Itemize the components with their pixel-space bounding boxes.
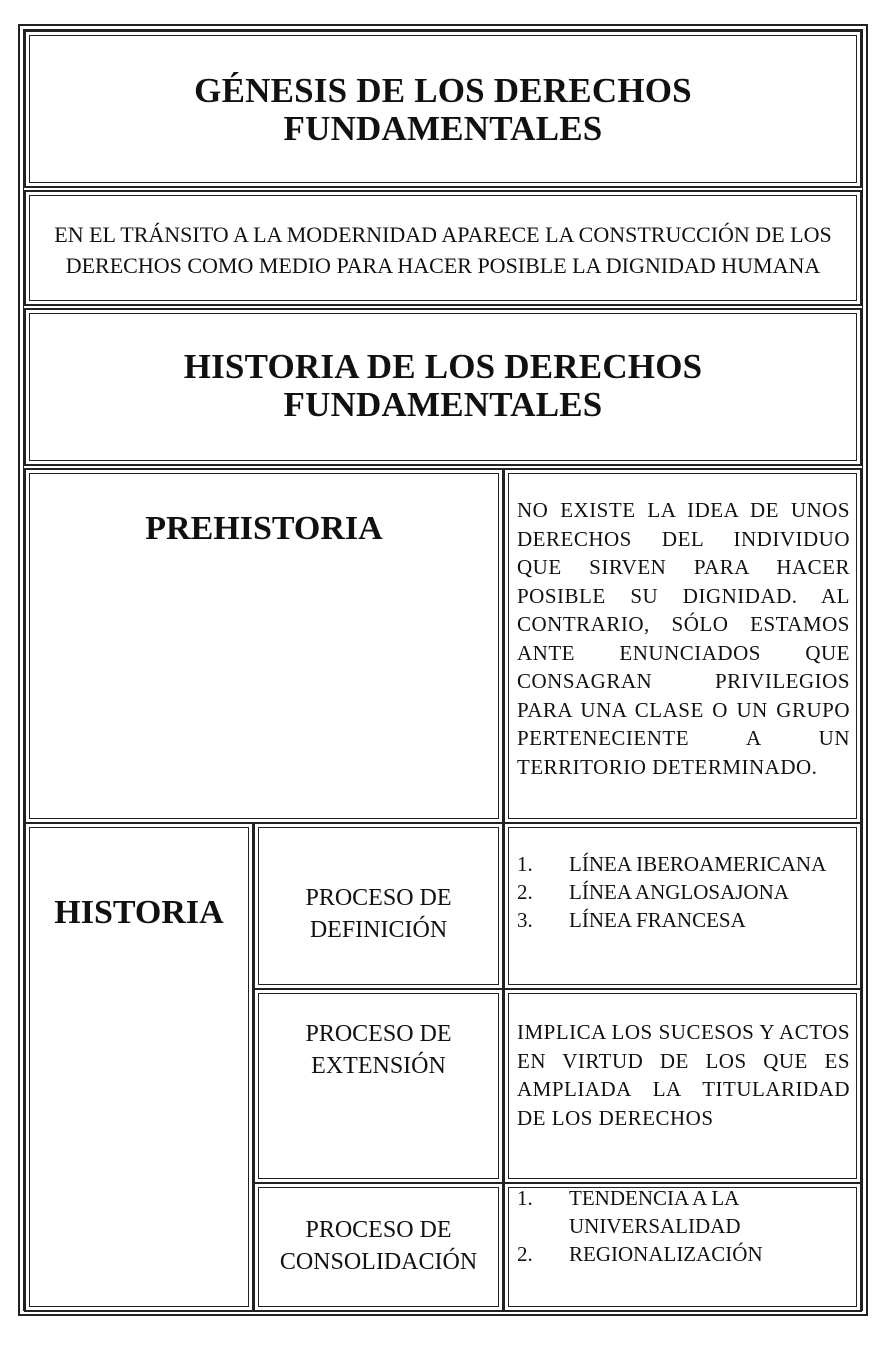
definition-list [517,850,856,934]
main-title: GÉNESIS DE LOS DERECHOS FUNDAMENTALES [194,71,692,148]
list-item [517,906,856,934]
history-heading-box [24,822,254,1312]
list-item [517,878,856,906]
prehistory-heading-box [24,468,504,824]
definition-label-line-2: DEFINICIÓN [309,917,448,943]
main-title-box [24,30,862,188]
extension-label-line-1: PROCESO DE [305,1021,452,1047]
list-number: 1. [517,852,533,876]
list-text: LÍNEA ANGLOSAJONA [569,880,789,904]
list-item [517,850,856,878]
extension-process-box [253,988,504,1184]
extension-label-line-2: EXTENSIÓN [311,1053,446,1079]
intro-text: EN EL TRÁNSITO A LA MODERNIDAD APARECE LA CONSTRUCCIÓN DE LOS DERECHOS COMO MEDIO PARA HACER POSIBLE LA DIGNIDAD HUMANA [54,222,832,278]
history-title-box [24,308,862,466]
list-item [517,1240,800,1268]
list-item [517,1184,800,1240]
list-text: LÍNEA FRANCESA [569,908,746,932]
list-text: LÍNEA IBEROAMERICANA [569,852,827,876]
prehistory-text: NO EXISTE LA IDEA DE UNOS DERECHOS DEL INDIVIDUO QUE SIRVEN PARA HACER POSIBLE SU DIGNIDAD. AL CONTRARIO, SÓLO ESTAMOS ANTE ENUNCIADOS QUE CONSAGRAN PRIVILEGIOS PARA UNA CLASE O UN GRUPO PERTENECIENTE A UN TERRITORIO DETERMINADO. [517,498,850,779]
consolidation-label-line-1: PROCESO DE [305,1217,452,1243]
extension-text-box [503,988,862,1184]
list-number: 3. [517,908,533,932]
definition-process-box [253,822,504,990]
list-number: 1. [517,1186,533,1210]
consolidation-list [517,1184,800,1268]
consolidation-process-label [255,1214,502,1278]
prehistory-heading: PREHISTORIA [145,510,383,547]
definition-label-line-1: PROCESO DE [305,885,452,911]
list-number: 2. [517,1242,533,1266]
consolidation-process-box [253,1182,504,1312]
history-heading: HISTORIA [54,894,224,931]
intro-box [24,190,862,306]
list-number: 2. [517,880,533,904]
list-text: REGIONALIZACIÓN [569,1242,763,1266]
consolidation-label-line-2: CONSOLIDACIÓN [279,1249,478,1275]
extension-text: IMPLICA LOS SUCESOS Y ACTOS EN VIRTUD DE LOS QUE ES AMPLIADA LA TITULARIDAD DE LOS DERECHOS [517,1020,850,1130]
history-title: HISTORIA DE LOS DERECHOS FUNDAMENTALES [183,347,703,424]
prehistory-text-box [503,468,862,824]
list-text: TENDENCIA A LA UNIVERSALIDAD [569,1186,741,1238]
definition-list-box [503,822,862,990]
extension-process-label [255,1018,502,1082]
definition-process-label [255,882,502,946]
consolidation-list-box [503,1182,862,1312]
